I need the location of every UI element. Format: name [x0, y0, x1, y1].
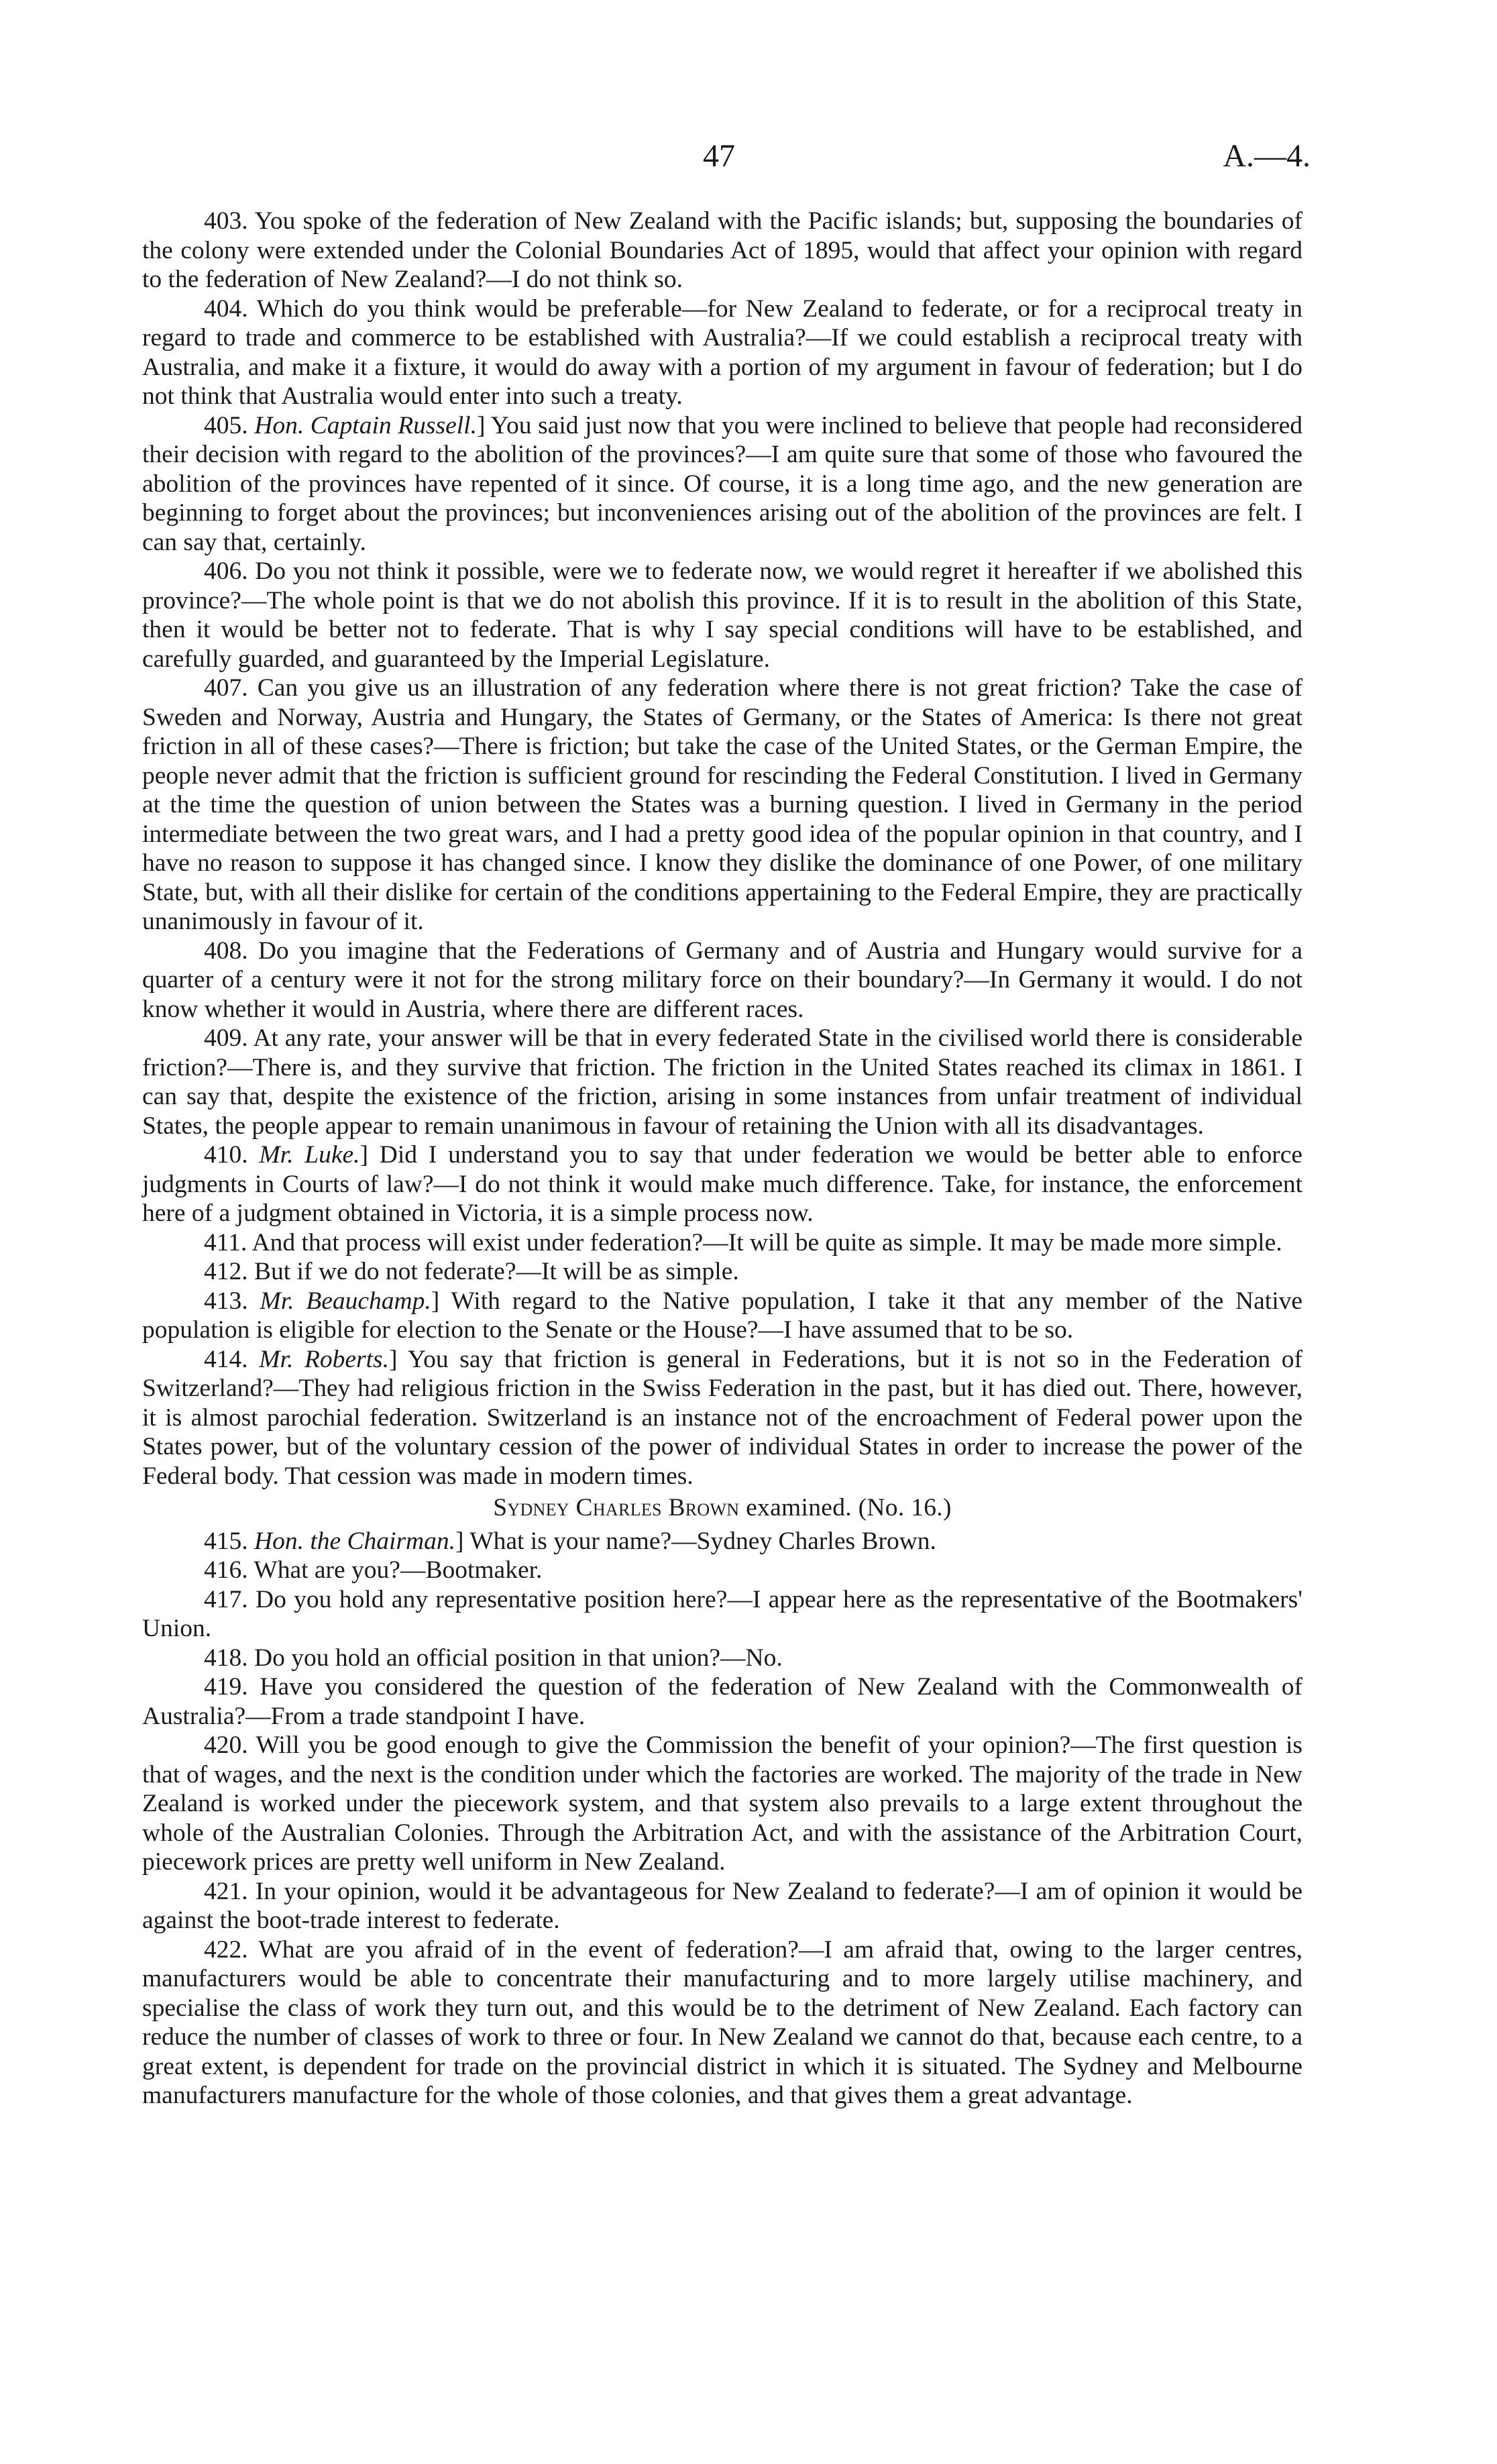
- question-text: What is your name?—Sydney Charles Brown.: [469, 1527, 936, 1555]
- question-text: Will you be good enough to give the Commission the benefit of your opinion?—The first question is that of wages, and the next is the condition under which the factories are worked. The majority of the trade in New Zealand is worked under the piecework system, and that system also prevails to a large extent throughout the whole of the Australian Colonies. Through the Arbitration Act, and with the assistance of the Arbitration Court, piecework prices are pretty well uniform in New Zealand.: [142, 1731, 1302, 1876]
- question-number: 413.: [204, 1287, 248, 1315]
- question-text: You spoke of the federation of New Zealand with the Pacific islands; but, supposing the boundaries of the colony were extended under the Colonial Boundaries Act of 1895, would that affect your opinion with regard to the federation of New Zealand?—I do not think so.: [142, 207, 1302, 293]
- page-body: [142, 207, 1302, 2110]
- speaker-name: Mr. Luke.: [259, 1141, 360, 1169]
- witness-heading: [142, 1493, 1302, 1523]
- question-text: Can you give us an illustration of any federation where there is not great friction? Take the case of Sweden and Norway, Austria and Hungary, the States of Germany, or the States of America: Is there not great friction in all of these cases?—There is friction; but take the case of the United States, or the German Empire, the people never admit that the friction is sufficient ground for rescinding the Federal Constitution. I lived in Germany at the time the question of union between the States was a burning question. I lived in Germany in the period intermediate between the two great wars, and I had a pretty good idea of the popular opinion in that country, and I have no reason to suppose it has changed since. I know they dislike the dominance of one Power, of one military State, but, with all their dislike for certain of the conditions appertaining to the Federal Empire, they are practically unanimously in favour of it.: [142, 674, 1303, 935]
- question-text: With regard to the Native population, I take it that any member of the Native population is eligible for election to the Senate or the House?—I have assumed that to be so.: [142, 1287, 1303, 1344]
- question-number: 414.: [204, 1345, 248, 1373]
- question-text: Did I understand you to say that under federation we would be better able to enforce judgments in Courts of law?—I do not think it would make much difference. Take, for instance, the enforcement here of a judgment obtained in Victoria, it is a simple process now.: [142, 1141, 1303, 1227]
- question-text: What are you?—Bootmaker.: [254, 1556, 543, 1584]
- evidence-after-section: [142, 1527, 1302, 2110]
- question-number: 418.: [204, 1644, 248, 1672]
- question-number: 410.: [204, 1141, 248, 1169]
- question-paragraph: [142, 674, 1302, 936]
- speaker-name: Mr. Beauchamp.: [260, 1287, 431, 1315]
- question-paragraph: [142, 411, 1302, 557]
- question-number: 420.: [204, 1731, 248, 1759]
- question-paragraph: [142, 1877, 1302, 1935]
- question-number: 405.: [204, 411, 248, 439]
- question-number: 411.: [204, 1228, 247, 1256]
- question-text: What are you afraid of in the event of federation?—I am afraid that, owing to the larger centres, manufacturers would be able to concentrate their manufacturing and to more largely utilise machinery, and specialise the class of work they turn out, and this would be to the detriment of New Zealand. Each factory can reduce the number of classes of work to three or four. In New Zealand we cannot do that, because each centre, to a great extent, is dependent for trade on the provincial district in which it is situated. The Sydney and Melbourne manufacturers manufacture for the whole of those colonies, and that gives them a great advantage.: [142, 1935, 1303, 2109]
- question-text: And that process will exist under federation?—It will be quite as simple. It may be made more simple.: [252, 1228, 1282, 1256]
- question-paragraph: [142, 557, 1302, 674]
- question-text: Do you imagine that the Federations of Germany and of Austria and Hungary would survive for a quarter of a century were it not for the strong military force on their boundary?—In Germany it would. I do not know whether it would in Austria, where there are different races.: [142, 936, 1302, 1023]
- witness-label: examined.: [746, 1494, 852, 1521]
- question-number: 421.: [204, 1877, 248, 1905]
- question-text: Do you hold any representative position here?—I appear here as the representative of the Bootmakers' Union.: [142, 1585, 1302, 1642]
- question-paragraph: [142, 1287, 1302, 1345]
- question-text: At any rate, your answer will be that in every federated State in the civilised world there is considerable friction?—There is, and they survive that friction. The friction in the United States reached its climax in 1861. I can say that, despite the existence of the friction, arising in some instances from unfair treatment of individual States, the people appear to remain unanimous in favour of retaining the Union with all its disadvantages.: [142, 1024, 1302, 1140]
- question-number: 403.: [204, 207, 248, 235]
- question-text: In your opinion, would it be advantageous for New Zealand to federate?—I am of opinion it would be against the boot-trade interest to federate.: [142, 1877, 1302, 1934]
- question-text: Do you not think it possible, were we to federate now, we would regret it hereafter if we abolished this province?—The whole point is that we do not abolish this province. If it is to result in the abolition of this State, then it would be better not to federate. That is why I say special conditions will have to be established, and carefully guarded, and guaranteed by the Imperial Legislature.: [142, 557, 1303, 673]
- question-number: 415.: [204, 1527, 248, 1555]
- speaker-bracket: ]: [431, 1287, 440, 1315]
- question-text: Do you hold an official position in that union?—No.: [254, 1644, 783, 1672]
- question-text: Have you considered the question of the federation of New Zealand with the Commonwealth of Australia?—From a trade standpoint I have.: [142, 1673, 1302, 1730]
- question-text: You say that friction is general in Federations, but it is not so in the Federation of Switzerland?—They had religious friction in the Swiss Federation in the past, but it has died out. There, however, it is almost parochial federation. Switzerland is an instance not of the encroachment of Federal power upon the States power, but of the voluntary cession of the power of individual States in order to increase the power of the Federal body. That cession was made in modern times.: [142, 1345, 1303, 1490]
- question-number: 417.: [204, 1585, 248, 1613]
- page-header: [0, 138, 1497, 191]
- speaker-name: Mr. Roberts.: [259, 1345, 390, 1373]
- witness-name: Sydney Charles Brown: [493, 1494, 740, 1521]
- question-text: But if we do not federate?—It will be as simple.: [254, 1258, 739, 1285]
- question-number: 419.: [204, 1673, 248, 1701]
- page-number: 47: [703, 138, 735, 174]
- question-paragraph: [142, 1527, 1302, 1556]
- question-paragraph: [142, 1345, 1302, 1491]
- question-number: 407.: [204, 674, 248, 702]
- question-paragraph: [142, 1644, 1302, 1673]
- document-reference: A.—4.: [1223, 138, 1311, 174]
- question-number: 412.: [204, 1258, 248, 1285]
- question-paragraph: [142, 1672, 1302, 1731]
- question-number: 409.: [204, 1024, 248, 1052]
- question-paragraph: [142, 1731, 1302, 1877]
- evidence-before-section: [142, 207, 1302, 1491]
- speaker-name: Hon. the Chairman.: [254, 1527, 455, 1555]
- question-number: 406.: [204, 557, 248, 585]
- speaker-name: Hon. Captain Russell.: [254, 411, 477, 439]
- question-paragraph: [142, 1257, 1302, 1287]
- question-paragraph: [142, 1024, 1302, 1140]
- speaker-bracket: ]: [389, 1345, 398, 1373]
- question-paragraph: [142, 1585, 1302, 1644]
- question-text: Which do you think would be preferable—for New Zealand to federate, or for a reciprocal treaty in regard to trade and commerce to be established with Australia?—If we could establish a reciprocal treaty with Australia, and make it a fixture, it would do away with a portion of my argument in favour of federation; but I do not think that Australia would enter into such a treaty.: [142, 294, 1303, 410]
- speaker-bracket: ]: [476, 411, 486, 439]
- question-paragraph: [142, 936, 1302, 1024]
- question-paragraph: [142, 1935, 1302, 2110]
- question-paragraph: [142, 1140, 1302, 1228]
- question-number: 422.: [204, 1935, 248, 1964]
- question-paragraph: [142, 294, 1302, 411]
- speaker-bracket: ]: [359, 1141, 369, 1169]
- question-paragraph: [142, 1556, 1302, 1585]
- question-paragraph: [142, 207, 1302, 294]
- question-number: 408.: [204, 936, 248, 965]
- question-number: 404.: [204, 294, 248, 323]
- speaker-bracket: ]: [455, 1527, 464, 1555]
- question-text: You said just now that you were inclined to believe that people had reconsidered their decision with regard to the abolition of the provinces?—I am quite sure that some of those who favoured the abolition of the provinces have repented of it since. Of course, it is a long time ago, and the new generation are beginning to forget about the provinces; but inconveniences arising out of the abolition of the provinces are felt. I can say that, certainly.: [142, 411, 1303, 556]
- question-paragraph: [142, 1228, 1302, 1258]
- question-number: 416.: [204, 1556, 248, 1584]
- witness-number: (No. 16.): [858, 1494, 952, 1521]
